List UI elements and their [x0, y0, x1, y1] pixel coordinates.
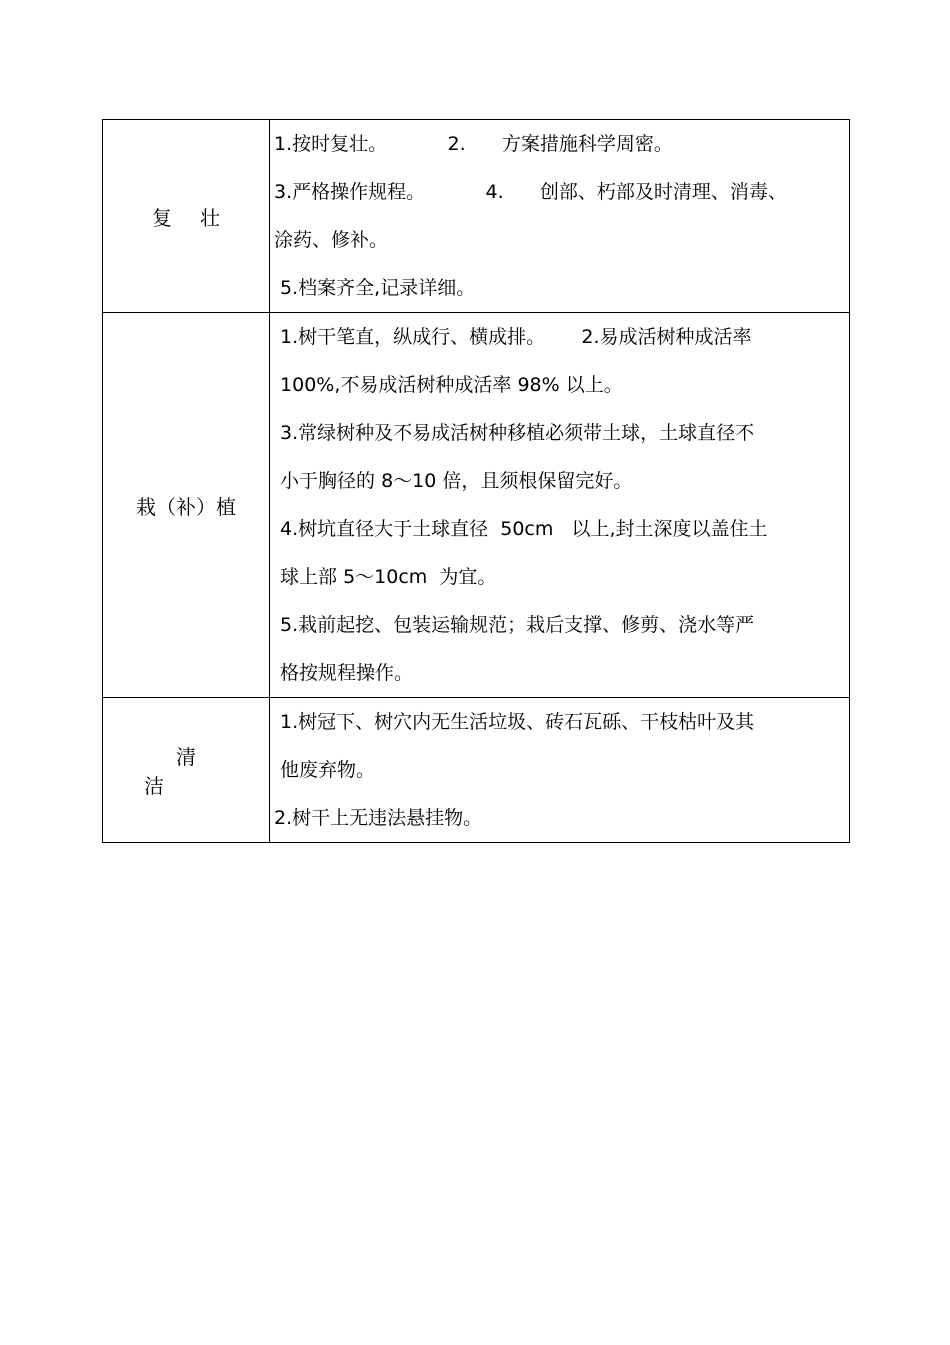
- row-label-cell: [103, 698, 270, 843]
- requirement-line: 1.树冠下、树穴内无生活垃圾、砖石瓦砾、干枝枯叶及其: [274, 711, 755, 733]
- requirement-line: 2.树干上无违法悬挂物。: [274, 807, 483, 829]
- row-label: 栽（补）植: [136, 494, 236, 519]
- standards-table: [102, 119, 850, 843]
- table-row: [103, 313, 850, 698]
- requirement-line: 格按规程操作。: [274, 662, 414, 684]
- table-row: [103, 698, 850, 843]
- requirement-line: 3.严格操作规程。 4. 创部、朽部及时清理、消毒、: [274, 181, 787, 203]
- row-label-cell: [103, 120, 270, 313]
- requirement-line: 3.常绿树种及不易成活树种移植必须带土球，土球直径不: [274, 422, 755, 444]
- row-content-cell: [270, 120, 850, 313]
- row-label: 清洁: [144, 745, 260, 798]
- requirement-line: 他废弃物。: [274, 759, 376, 781]
- row-content-cell: [270, 313, 850, 698]
- requirement-line: 1.按时复壮。 2. 方案措施科学周密。: [274, 133, 673, 155]
- requirement-line: 4.树坑直径大于土球直径 50cm 以上,封土深度以盖住土: [274, 518, 768, 540]
- requirement-line: 5.栽前起挖、包装运输规范；栽后支撑、修剪、浇水等严: [274, 614, 755, 636]
- requirement-line: 5.档案齐全,记录详细。: [274, 277, 476, 299]
- requirement-line: 球上部 5～10cm 为宜。: [274, 566, 497, 588]
- row-content-cell: [270, 698, 850, 843]
- row-label-cell: [103, 313, 270, 698]
- row-label: 复壮: [152, 205, 248, 230]
- requirement-line: 1.树干笔直，纵成行、横成排。 2.易成活树种成活率: [274, 326, 752, 348]
- table-row: [103, 120, 850, 313]
- requirement-line: 涂药、修补。: [274, 229, 389, 251]
- requirement-line: 100%,不易成活树种成活率 98% 以上。: [274, 374, 623, 396]
- requirement-line: 小于胸径的 8～10 倍，且须根保留完好。: [274, 470, 633, 492]
